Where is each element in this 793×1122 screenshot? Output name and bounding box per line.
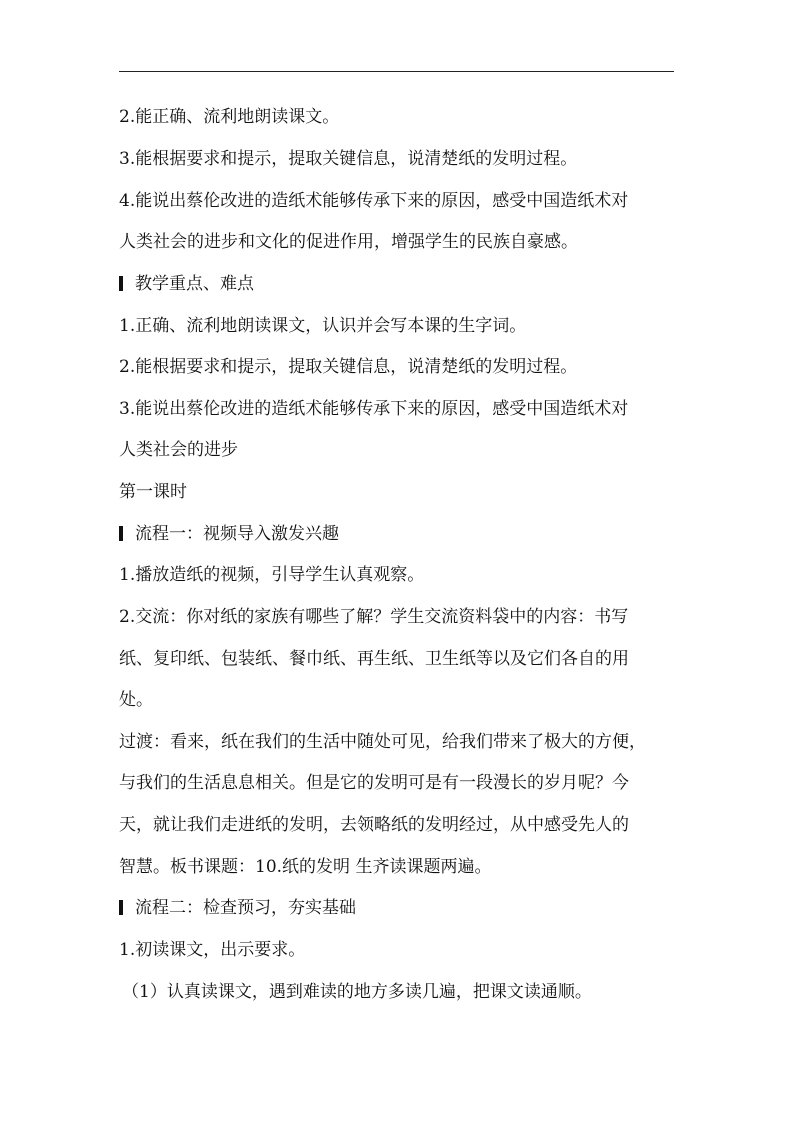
section-heading-text: 流程二：检查预习，夯实基础 — [135, 898, 356, 918]
section-heading — [119, 523, 679, 545]
section-heading-text: 流程一：视频导入激发兴趣 — [135, 524, 339, 544]
section-heading — [119, 273, 679, 295]
paragraph-line: 与我们的生活息息相关。但是它的发明可是有一段漫长的岁月呢？今 — [119, 773, 629, 793]
heading-bar-icon — [119, 900, 123, 915]
paragraph-line: 纸、复印纸、包装纸、餐巾纸、再生纸、卫生纸等以及它们各自的用 — [119, 649, 629, 669]
heading-bar-icon — [119, 526, 123, 541]
paragraph-line: 人类社会的进步 — [119, 440, 238, 460]
paragraph-line: 3.能说出蔡伦改进的造纸术能够传承下来的原因，感受中国造纸术对 — [119, 399, 629, 419]
paragraph-line: 智慧。板书课题：10.纸的发明 生齐读课题两遍。 — [119, 857, 492, 877]
paragraph-line: 天，就让我们走进纸的发明，去领略纸的发明经过，从中感受先人的 — [119, 815, 629, 835]
paragraph-line: （1）认真读课文，遇到难读的地方多读几遍，把课文读通顺。 — [122, 982, 592, 1002]
paragraph-line: 1.正确、流利地朗读课文，认识并会写本课的生字词。 — [119, 316, 527, 336]
section-heading — [119, 897, 679, 919]
paragraph-line: 1.播放造纸的视频，引导学生认真观察。 — [119, 565, 425, 585]
paragraph-line: 过渡：看来，纸在我们的生活中随处可见，给我们带来了极大的方便， — [119, 732, 646, 752]
paragraph-line: 处。 — [119, 690, 153, 710]
paragraph-line: 2.能正确、流利地朗读课文。 — [119, 107, 340, 127]
section-heading-text: 教学重点、难点 — [135, 274, 254, 294]
paragraph-line: 人类社会的进步和文化的促进作用，增强学生的民族自豪感。 — [119, 232, 578, 252]
paragraph-line: 1.初读课文，出示要求。 — [119, 940, 306, 960]
paragraph-line: 3.能根据要求和提示，提取关键信息，说清楚纸的发明过程。 — [119, 149, 578, 169]
heading-bar-icon — [119, 276, 123, 291]
paragraph-line: 4.能说出蔡伦改进的造纸术能够传承下来的原因，感受中国造纸术对 — [119, 191, 629, 211]
paragraph-line: 2.能根据要求和提示，提取关键信息，说清楚纸的发明过程。 — [119, 357, 578, 377]
lesson-title: 第一课时 — [119, 482, 187, 502]
paragraph-line: 2.交流：你对纸的家族有哪些了解？学生交流资料袋中的内容：书写 — [119, 607, 629, 627]
header-rule — [119, 71, 674, 72]
